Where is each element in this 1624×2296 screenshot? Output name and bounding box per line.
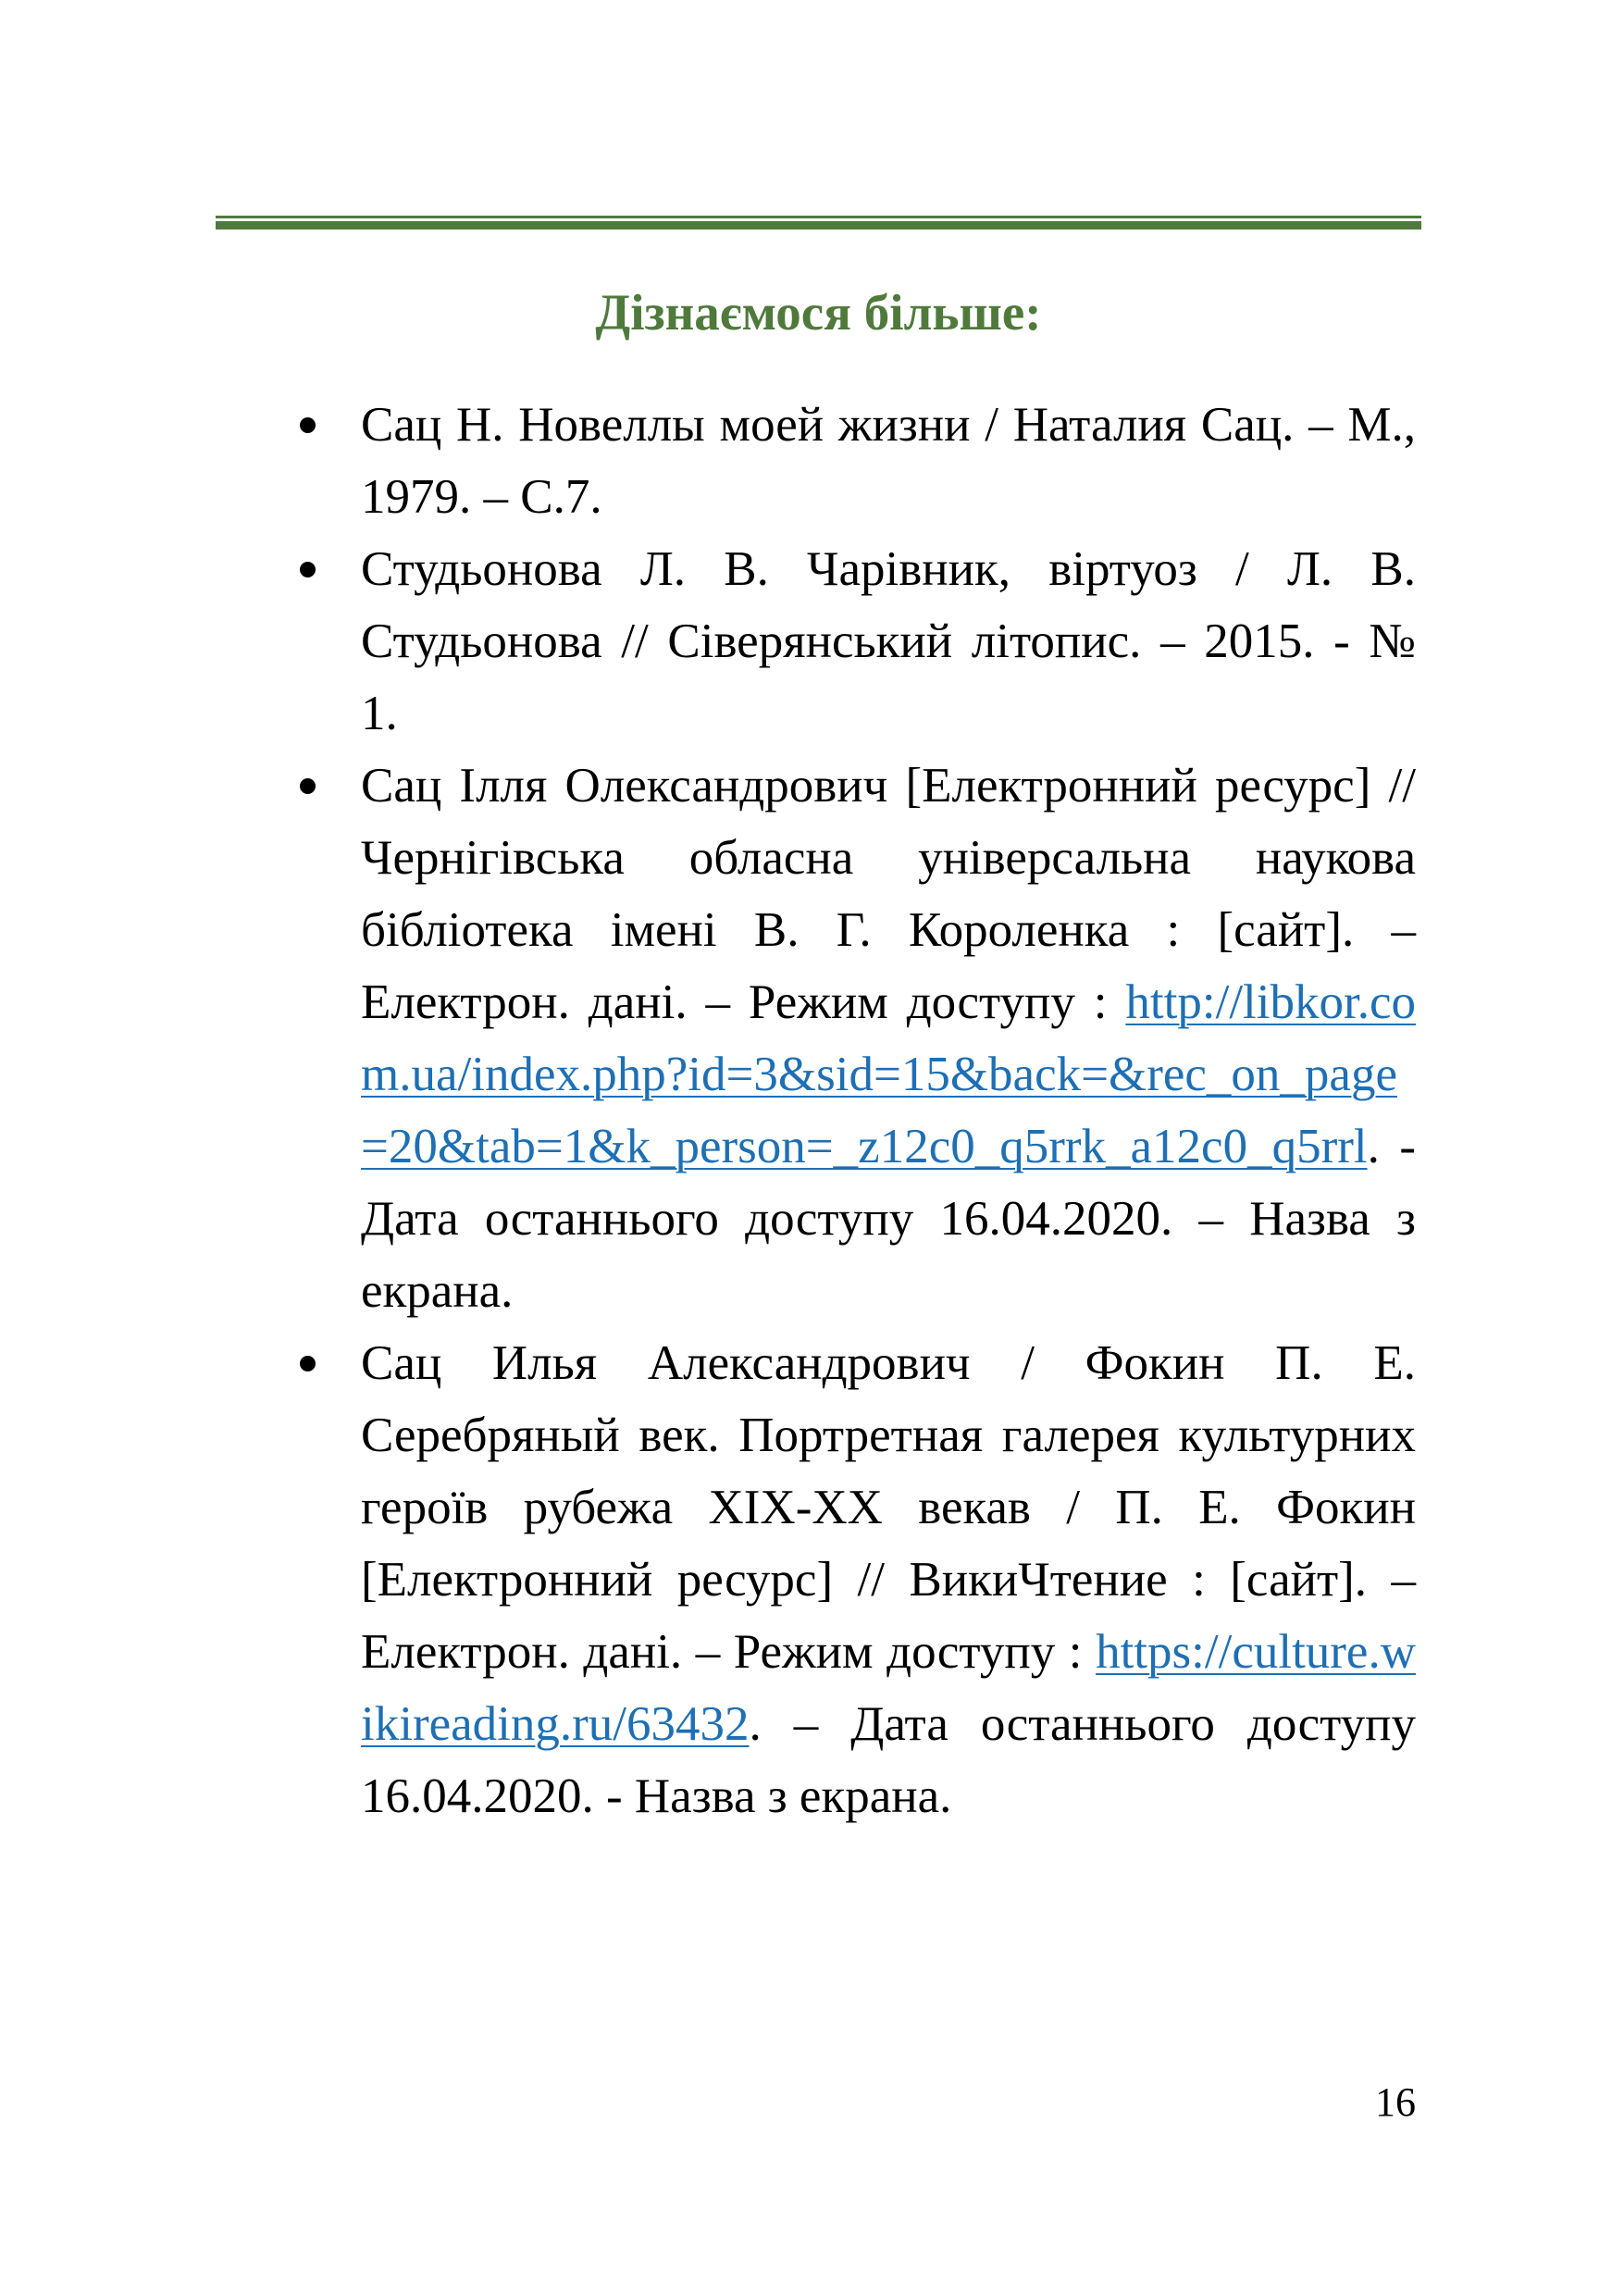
bullet-icon xyxy=(293,750,321,822)
page-number: 16 xyxy=(1375,2079,1416,2125)
bullet-icon xyxy=(293,533,321,605)
reference-text: Сац Ілля Олександрович [Електронний ресурс] // Чернігівська обласна універсальна наукова бібліотека імені В. Г. Короленка : [сайт]. – Електрон. дані. – Режим доступу : xyxy=(361,759,1416,1029)
reference-item xyxy=(361,533,1416,750)
reference-link-libkor[interactable]: http://libkor.com.ua/index.php?id=3&sid=15&back=&rec_on_page=20&tab=1&k_person=_z12c0_q5rrk_a12c0_q5rrl xyxy=(361,975,1416,1173)
reference-item xyxy=(361,389,1416,533)
reference-text: Студьонова Л. В. Чарівник, віртуоз / Л. В. Студьонова // Сіверянський літопис. – 2015. - № 1. xyxy=(361,542,1416,740)
bullet-icon xyxy=(293,1327,321,1399)
reference-item xyxy=(361,750,1416,1327)
reference-text-after: . - Дата останнього доступу 16.04.2020. – Назва з екрана. xyxy=(361,1120,1416,1318)
reference-list xyxy=(361,389,1416,1832)
bullet-icon xyxy=(293,389,321,461)
header-rule-thick-line xyxy=(216,221,1421,230)
reference-item xyxy=(361,1327,1416,1832)
reference-link-wikireading[interactable]: https://culture.wikireading.ru/63432 xyxy=(361,1625,1416,1751)
section-heading: Дізнаємося більше: xyxy=(595,284,1042,341)
reference-text: Сац Илья Александрович / Фокин П. Е. Серебряный век. Портретная галерея культурних героїв рубежа XIX-XX векав / П. Е. Фокин [Електронний ресурс] // ВикиЧтение : [сайт]. – Електрон. дані. – Режим доступу : xyxy=(361,1336,1416,1679)
reference-text-after: . – Дата останнього доступу 16.04.2020. - Назва з екрана. xyxy=(361,1697,1416,1823)
header-rule xyxy=(216,216,1421,230)
reference-text: Сац Н. Новеллы моей жизни / Наталия Сац. – М., 1979. – С.7. xyxy=(361,398,1416,524)
